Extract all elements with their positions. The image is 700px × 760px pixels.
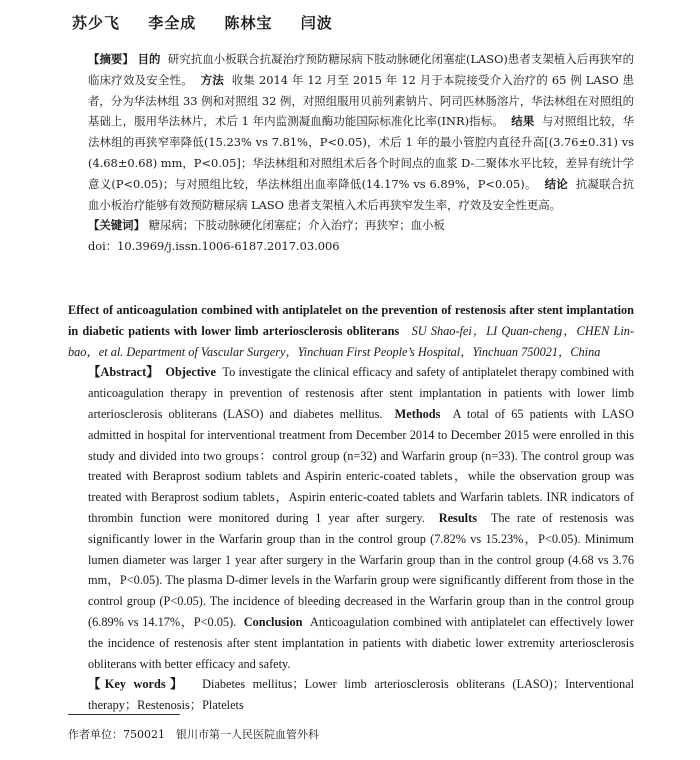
en-keywords-text: Diabetes mellitus；Lower limb arteriosclerosis obliterans (LASO)；Interventional therapy；Restenosis；Platelets <box>88 677 634 713</box>
cn-abstract-body <box>68 49 634 215</box>
chinese-abstract <box>68 49 634 257</box>
cn-results-text: 与对照组比较，华法林组的再狭窄率降低(15.23% vs 7.81%，P<0.05)，术后 1 年的最小管腔内直径升高[(3.76±0.31) vs (4.68±0.68) mm，P<0.05]；华法林组和对照组术后各个时间点的血浆 D-二聚体水平比较，差异有统计学意义(P<0.05)；与对照组比较，华法林组出血率降低(14.17% vs 6.89%，P<0.05)。 <box>88 114 634 191</box>
cn-objective-label: 目的 <box>137 52 161 66</box>
en-keywords-label: 【Key words】 <box>88 677 187 692</box>
cn-abstract-label: 【摘要】 <box>88 52 134 66</box>
doi: doi：10.3969/j.issn.1006-6187.2017.03.006 <box>88 239 340 254</box>
author-name: 李全成 <box>148 14 197 32</box>
cn-conclusion-label: 结论 <box>544 176 568 191</box>
author-list <box>72 12 355 33</box>
cn-methods-text: 收集 2014 年 12 月至 2015 年 12 月于本院接受介入治疗的 65 例 LASO 患者，分为华法林组 33 例和对照组 32 例，对照组服用贝前列素钠片、阿司匹林肠溶片，华法林组在对照组的基础上，服用华法林片，术后 1 年内监测凝血酶功能国际标准化比率(INR)指标。 <box>88 72 634 129</box>
cn-results-label: 结果 <box>511 114 535 129</box>
en-objective-label: Objective <box>165 365 216 380</box>
cn-keywords <box>68 215 634 236</box>
en-title: Effect of anticoagulation combined with antiplatelet on the prevention of restenosis after stent implantation in diabetic patients with lower limb arteriosclerosis obliterans <box>68 303 634 338</box>
cn-methods-label: 方法 <box>200 72 224 87</box>
en-results-text: The rate of restenosis was significantly lower in the Warfarin group than in the control group (7.82% vs 15.23%，P<0.05). Minimum lumen diameter was larger 1 year after surgery in the Warfarin group than in the control group (4.68 vs 3.76 mm，P<0.05). The plasma D-dimer levels in the Warfarin group were significantly different from those in the control group (P<0.05). The incidence of bleeding decreased in the Warfarin group than in the control group (6.89% vs 14.17%，P<0.05). <box>88 510 634 629</box>
en-results-label: Results <box>438 510 477 525</box>
author-name: 陈林宝 <box>224 14 273 32</box>
en-conclusion-text: Anticoagulation combined with antiplatelet can effectively lower the incidence of restenosis after stent implantation in patients with diabetic lower extremity arteriosclerosis obliterans with better efficacy and safety. <box>88 614 634 671</box>
cn-conclusion-text: 抗凝联合抗血小板治疗能够有效预防糖尿病 LASO 患者支架植入术后再狭窄发生率，疗效及安全性更高。 <box>88 176 634 212</box>
en-abstract-body <box>68 362 634 674</box>
english-abstract <box>68 300 634 716</box>
en-methods-label: Methods <box>394 406 441 421</box>
cn-objective-text: 研究抗血小板联合抗凝治疗预防糖尿病下肢动脉硬化闭塞症(LASO)患者支架植入后再狭窄的临床疗效及安全性。 <box>88 52 634 87</box>
en-objective-text: To investigate the clinical efficacy and safety of antiplatelet therapy combined with anticoagulation therapy in prevention of restenosis after stent implantation in patients with lower limb arteriosclerosis obliterans (LASO) and diabetes mellitus. <box>88 365 634 421</box>
cn-keywords-text: 糖尿病；下肢动脉硬化闭塞症；介入治疗；再狭窄；血小板 <box>148 218 445 233</box>
en-authors-affiliation: SU Shao-fei，LI Quan-cheng，CHEN Lin-bao，et al. Department of Vascular Surgery，Yinchuan First People’s Hospital，Yinchuan 750021，China <box>68 323 634 359</box>
author-affiliation-footnote: 作者单位：750021 银川市第一人民医院血管外科 <box>68 728 319 741</box>
footnote-divider <box>68 714 180 715</box>
en-conclusion-label: Conclusion <box>243 614 303 629</box>
en-title-block <box>68 300 634 362</box>
author-name: 闫波 <box>300 14 333 32</box>
author-name: 苏少飞 <box>72 14 121 32</box>
en-abstract-label: 【Abstract】 <box>88 365 159 380</box>
cn-keywords-label: 【关键词】 <box>88 218 145 233</box>
en-keywords <box>68 674 634 716</box>
en-methods-text: A total of 65 patients with LASO admitted in hospital for interventional treatment from December 2014 to December 2015 were enrolled in this study and divided into two groups：control group (n=32) and Warfarin group (n=33). The control group was treated with Beraprost sodium tablets and Aspirin enteric-coated tablets，while the observation group was treated with Beraprost sodium tablets，Aspirin enteric-coated tablets and Warfarin tablets. INR indicators of thrombin function were monitored during 1 year after surgery. <box>88 406 635 525</box>
